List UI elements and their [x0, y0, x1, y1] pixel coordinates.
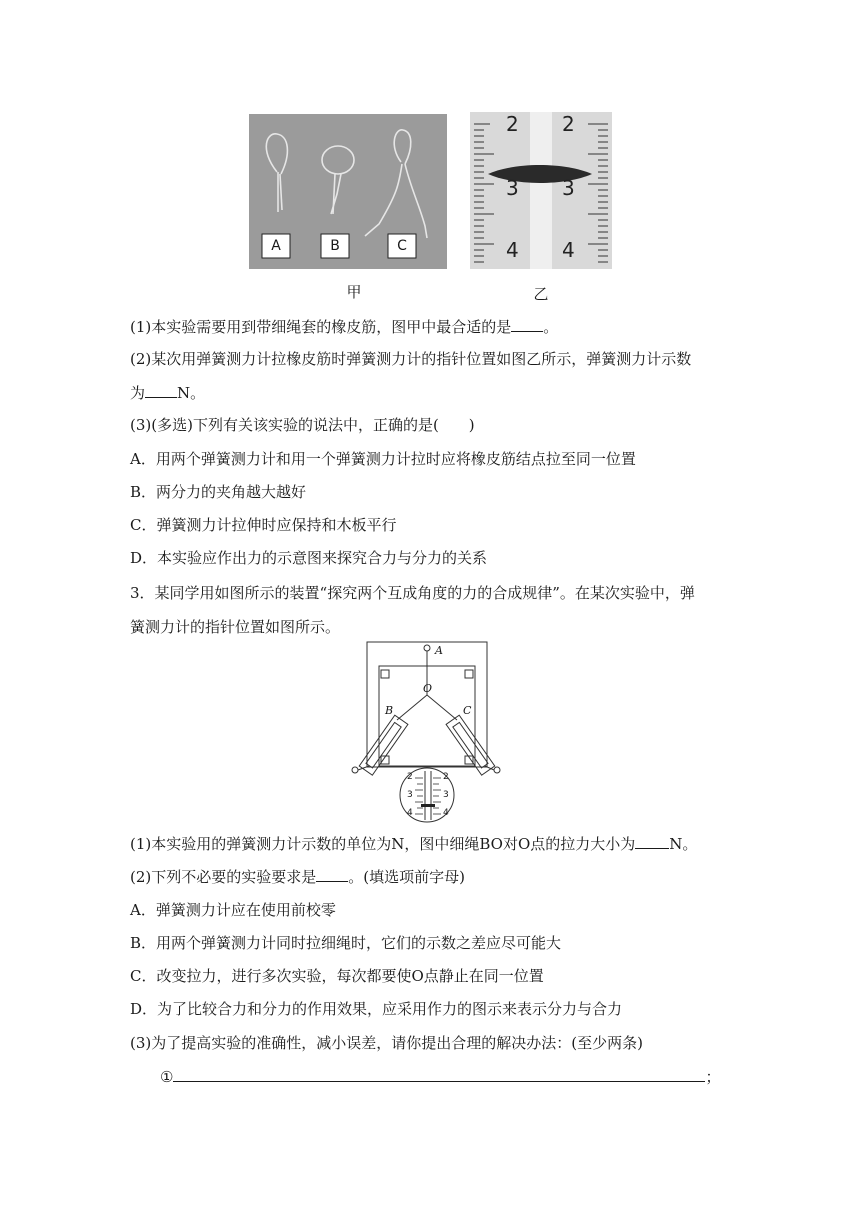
q3-answer-line-1: [160, 1066, 720, 1087]
q3-option-c: C．改变拉力，进行多次实验，每次都要使O点静止在同一位置: [130, 967, 544, 985]
answer-blank-1[interactable]: [173, 1066, 705, 1082]
q3-apparatus-diagram: [345, 640, 515, 830]
answer-tail-1: ；: [705, 1068, 721, 1086]
loop-label-b: B: [330, 238, 340, 254]
q2-sub2-tail: N。: [177, 384, 206, 402]
q2-sub2-line2: [130, 382, 205, 403]
q2-sub1-text: (1)本实验需要用到带细绳套的橡皮筋，图甲中最合适的是: [130, 318, 512, 336]
caption-jia: 甲: [346, 283, 362, 301]
q2-sub3: (3)(多选)下列有关该实验的说法中，正确的是( ): [130, 416, 475, 434]
q3-option-a: A．弹簧测力计应在使用前校零: [130, 901, 336, 919]
q3-stem-line1: 3．某同学用如图所示的装置“探究两个互成角度的力的合成规律”。在某次实验中，弹: [130, 584, 695, 602]
scale-left-3: 3: [407, 790, 413, 800]
ruler-left-label-2: 2: [506, 112, 519, 136]
answer-marker-1: ①: [160, 1068, 174, 1086]
q3-sub2-tail: 。(填选项前字母): [348, 868, 465, 886]
ruler-right-label-4: 4: [562, 238, 575, 262]
label-point-o: O: [423, 682, 433, 695]
q3-sub2: [130, 866, 465, 887]
ruler-left-label-3: 3: [506, 176, 519, 200]
q3-sub1-blank[interactable]: [635, 833, 669, 849]
scale-left-4: 4: [407, 808, 413, 818]
ruler-right-label-3: 3: [562, 176, 575, 200]
q3-sub1: [130, 833, 697, 854]
scale-right-4: 4: [443, 808, 449, 818]
loop-label-a: A: [271, 238, 281, 254]
figure-jia-photo: [249, 114, 447, 269]
label-rope-b: B: [385, 704, 394, 717]
label-point-a: A: [435, 644, 443, 657]
q2-sub2-line1: (2)某次用弹簧测力计拉橡皮筋时弹簧测力计的指针位置如图乙所示，弹簧测力计示数: [130, 350, 692, 368]
q3-sub1-tail: N。: [669, 835, 698, 853]
ruler-right-label-2: 2: [562, 112, 575, 136]
q2-option-a: A．用两个弹簧测力计和用一个弹簧测力计拉时应将橡皮筋结点拉至同一位置: [130, 450, 636, 468]
q2-option-c: C．弹簧测力计拉伸时应保持和木板平行: [130, 516, 397, 534]
scale-right-3: 3: [443, 790, 449, 800]
q3-sub2-text: (2)下列不必要的实验要求是: [130, 868, 317, 886]
label-rope-c: C: [463, 704, 472, 717]
figure-yi-photo: [470, 112, 612, 269]
scale-right-2: 2: [443, 772, 449, 782]
q3-sub1-text: (1)本实验用的弹簧测力计示数的单位为N，图中细绳BO对O点的拉力大小为: [130, 835, 636, 853]
scale-left-2: 2: [407, 772, 413, 782]
q3-sub3: (3)为了提高实验的准确性，减小误差，请你提出合理的解决办法：(至少两条): [130, 1034, 643, 1052]
loop-label-c: C: [397, 238, 407, 254]
caption-yi: 乙: [533, 285, 549, 303]
q2-sub1: [130, 316, 558, 337]
q3-sub2-blank[interactable]: [316, 866, 348, 882]
ruler-left-label-4: 4: [506, 238, 519, 262]
q2-sub2-blank[interactable]: [145, 382, 177, 398]
q2-sub1-blank[interactable]: [511, 316, 543, 332]
q2-option-d: D．本实验应作出力的示意图来探究合力与分力的关系: [130, 549, 488, 567]
q2-sub1-tail: 。: [543, 318, 559, 336]
q3-option-b: B．用两个弹簧测力计同时拉细绳时，它们的示数之差应尽可能大: [130, 934, 562, 952]
q2-option-b: B．两分力的夹角越大越好: [130, 483, 307, 501]
q3-option-d: D．为了比较合力和分力的作用效果，应采用作力的图示来表示分力与合力: [130, 1000, 623, 1018]
q3-stem-line2: 簧测力计的指针位置如图所示。: [130, 618, 341, 636]
q2-sub2-pre: 为: [130, 384, 146, 402]
